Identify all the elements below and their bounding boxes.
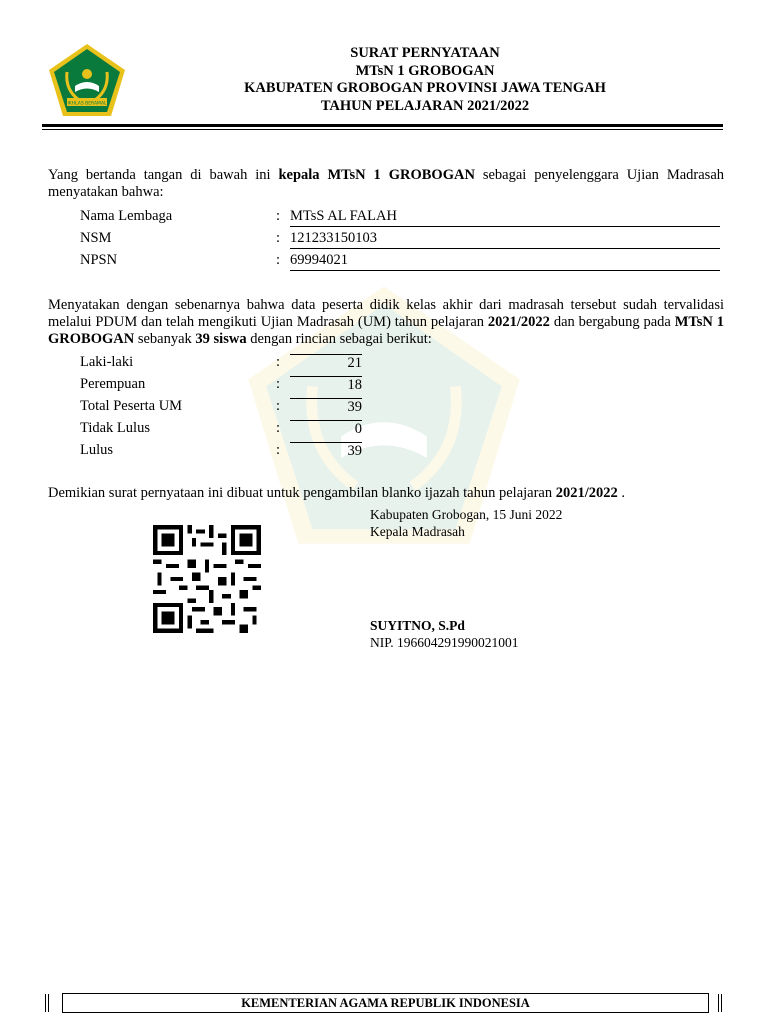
count-value: 39 (290, 398, 362, 417)
count-label: Total Peserta UM (80, 398, 183, 414)
count-value: 21 (290, 354, 362, 373)
count-value: 39 (290, 442, 362, 461)
count-label: Tidak Lulus (80, 420, 150, 436)
identity-value: MTsS AL FALAH (290, 208, 720, 227)
footer-right-bar (718, 994, 722, 1012)
signature-nip: NIP. 196604291990021001 (370, 635, 519, 650)
statement-paragraph: Menyatakan dengan sebenarnya bahwa data peserta didik kelas akhir dari madrasah tersebut sudah tervalidasi melalui PDUM dan telah mengikuti Ujian Madrasah (UM) tahun pelajaran 2021/2022 dan bergabung pada MTsN 1 GROBOGAN sebanyak 39 siswa dengan rincian sebagai berikut: (48, 297, 725, 347)
header-rule-thick (42, 124, 723, 127)
letter-header (100, 45, 750, 115)
signature-name: SUYITNO, S.Pd (370, 618, 465, 633)
logo-motto: IKHLAS BERAMAL (67, 101, 107, 107)
count-value: 18 (290, 376, 362, 395)
identity-label: NPSN (80, 252, 118, 268)
count-label: Laki-laki (80, 354, 134, 370)
header-title: SURAT PERNYATAAN (350, 45, 500, 61)
footer-left-bar (45, 994, 49, 1012)
closing-sentence: Demikian surat pernyataan ini dibuat untuk pengambilan blanko ijazah tahun pelajaran 2021/2022 . (48, 485, 626, 501)
identity-value: 69994021 (290, 252, 720, 271)
identity-label: NSM (80, 230, 112, 246)
header-rule-thin (42, 129, 723, 130)
header-school: MTsN 1 GROBOGAN (355, 62, 495, 79)
count-label: Lulus (80, 442, 114, 458)
header-year: TAHUN PELAJARAN 2021/2022 (320, 97, 530, 114)
count-label: Perempuan (80, 376, 146, 392)
intro-paragraph: Yang bertanda tangan di bawah ini kepala MTsN 1 GROBOGAN sebagai penyelenggara Ujian Madrasah menyatakan bahwa: (48, 167, 725, 200)
count-value: 0 (290, 420, 362, 439)
identity-value: 121233150103 (290, 230, 720, 249)
identity-label: Nama Lembaga (80, 208, 173, 224)
qr-code-icon (150, 525, 264, 633)
footer-banner: KEMENTERIAN AGAMA REPUBLIK INDONESIA (62, 993, 709, 1013)
signature-place-date: Kabupaten Grobogan, 15 Juni 2022 (370, 507, 563, 522)
header-region: KABUPATEN GROBOGAN PROVINSI JAWA TENGAH (244, 80, 606, 96)
signature-role: Kepala Madrasah (370, 524, 465, 539)
